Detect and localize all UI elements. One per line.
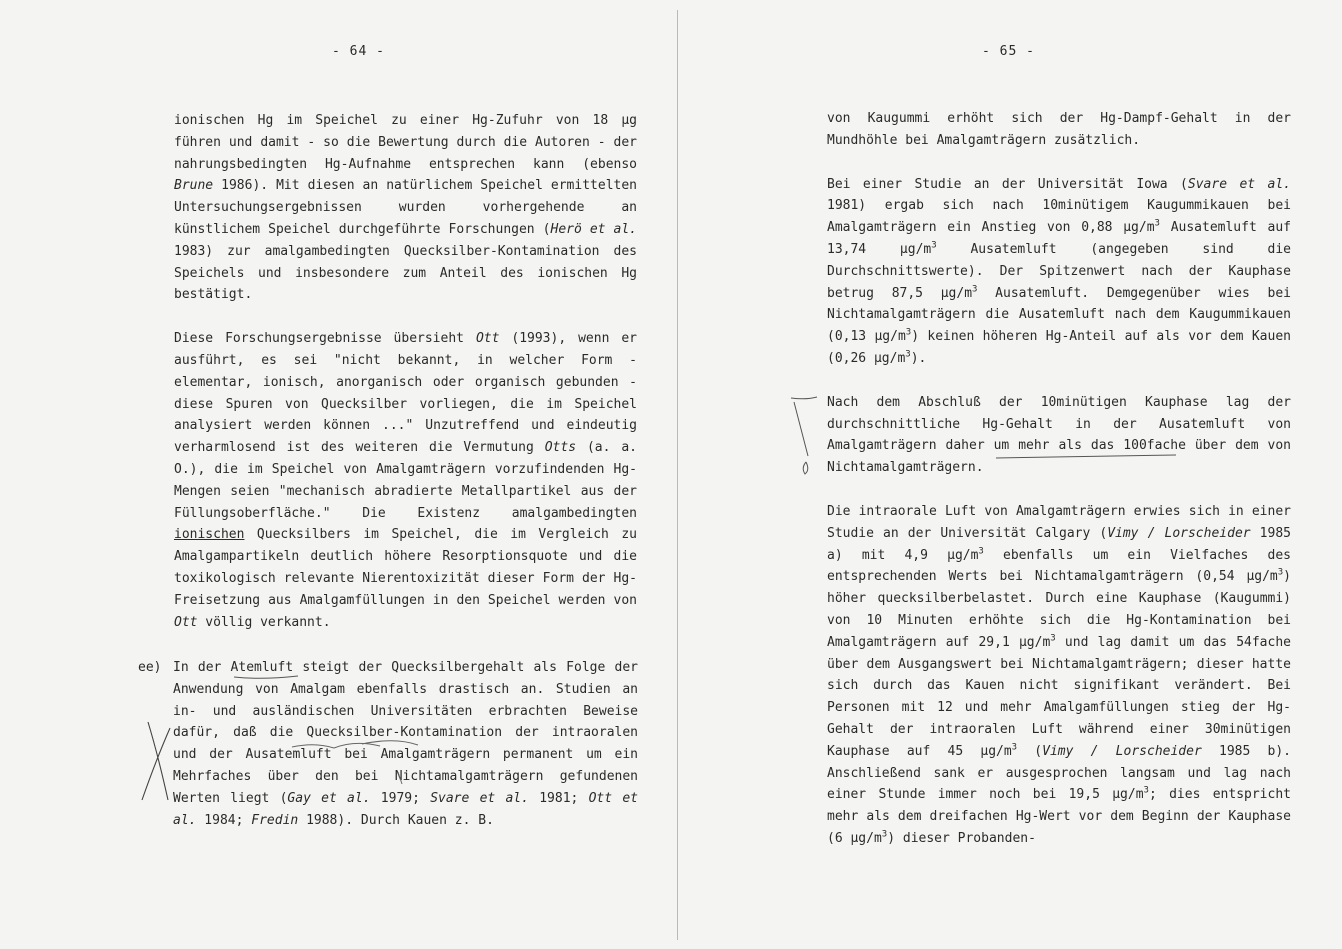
text-run: ( bbox=[1017, 743, 1043, 759]
text-run: Die intraorale Luft von Amalgamträgern erwies sich in einer Studie an der Universität Calgary ( bbox=[827, 503, 1291, 541]
text-run: 1988). Durch Kauen z. B. bbox=[298, 812, 494, 828]
superscript: 3 bbox=[1277, 568, 1284, 579]
superscript: 3 bbox=[905, 349, 911, 360]
superscript: 3 bbox=[931, 240, 937, 251]
superscript: 3 bbox=[881, 829, 888, 840]
superscript: 3 bbox=[1011, 742, 1018, 753]
citation-author: Herö et al. bbox=[550, 221, 637, 237]
text-run: Quecksilbers im Speichel, die im Vergleich zu Amalgampartikeln deutlich höhere Resorptionsquote und die toxikologisch relevante Nierentoxizität dieser Form der Hg-Freisetzung aus Amalgamfüllungen in den Speichel werden von bbox=[174, 527, 637, 608]
citation-author: Gay et al. bbox=[287, 790, 371, 806]
text-run: ) dieser Probanden- bbox=[887, 830, 1036, 846]
text-run: Bei einer Studie an der Universität Iowa ( bbox=[827, 176, 1188, 192]
paragraph bbox=[173, 657, 638, 831]
text-run: 1983) zur amalgambedingten Quecksilber-Kontamination des Speichels und insbesondere zum Anteil des ionischen Hg bestätigt. bbox=[174, 243, 637, 303]
text-run: (a. a. O.), die im Speichel von Amalgamträgern vorzufindenden Hg-Mengen seien "mechanisch abradierte Metallpartikel aus der Füllungsoberfläche." Die Existenz amalgambedingten bbox=[174, 440, 637, 521]
text-run: 1981) ergab sich nach 10minütigem Kaugummikauen bei Amalgamträgern ein Anstieg von 0,88 µg/m bbox=[827, 198, 1291, 236]
text-run: und lag damit um das 54fache über dem Ausgangswert bei Nichtamalgamträgern; dieser hatte sich durch das Kauen nicht signifikant verändert. Bei Personen mit 12 und mehr Amalgamfüllungen stieg der Hg-Gehalt der intraoralen Luft während einer 30minütigen Kauphase auf 45 µg/m bbox=[827, 634, 1291, 759]
paragraph bbox=[174, 110, 637, 306]
text-run: 1985 b). Anschließend sank er ausgesprochen langsam und lag nach einer Stunde immer noch bei 19,5 µg/m bbox=[827, 743, 1291, 803]
citation-author: Vimy / Lorscheider bbox=[1107, 525, 1251, 541]
superscript: 3 bbox=[1143, 785, 1149, 796]
text-run: ). bbox=[910, 350, 927, 366]
citation-author: Ott bbox=[475, 331, 500, 347]
citation-author: Ott bbox=[174, 614, 198, 630]
text-run: völlig verkannt. bbox=[197, 614, 331, 630]
superscript: 3 bbox=[1050, 633, 1056, 644]
text-run: ebenfalls um ein Vielfaches des entsprechenden Werts bei Nichtamalgamträgern (0,54 µg/m bbox=[827, 547, 1291, 585]
text-run: Ausatemluft. Demgegenüber wies bei Nichtamalgamträgern die Ausatemluft nach dem Kaugummikauen (0,13 µg/m bbox=[827, 285, 1291, 345]
left-page-body bbox=[174, 110, 637, 633]
paragraph bbox=[827, 501, 1291, 850]
text-run: Nach dem Abschluß der 10minütigen Kauphase lag der durchschnittliche Hg-Gehalt in der Ausatemluft von Amalgamträgern daher um mehr als das 100fache über dem von Nichtamalgamträgern. bbox=[827, 394, 1291, 476]
page-number: - 65 - bbox=[982, 44, 1035, 59]
superscript: 3 bbox=[978, 546, 984, 557]
citation-author: Svare et al. bbox=[430, 790, 529, 806]
right-page bbox=[680, 0, 1342, 949]
paragraph bbox=[827, 392, 1291, 479]
text-run: 1986). Mit diesen an natürlichem Speichel ermittelten Untersuchungsergebnissen wurden vorhergehende an künstlichem Speichel durchgeführte Forschungen ( bbox=[174, 178, 637, 237]
paragraph bbox=[827, 108, 1291, 152]
list-marker: ee) bbox=[138, 660, 162, 675]
book-gutter bbox=[677, 10, 678, 940]
superscript: 3 bbox=[972, 284, 978, 295]
text-run: 1979; bbox=[370, 790, 431, 806]
text-run: ; dies entspricht mehr als dem dreifachen Hg-Wert vor dem Beginn der Kauphase (6 µg/m bbox=[827, 787, 1291, 846]
superscript: 3 bbox=[905, 327, 912, 338]
text-run: Ausatemluft auf 13,74 µg/m bbox=[827, 220, 1291, 257]
underlined-word: ionischen bbox=[174, 527, 245, 543]
text-run: ) höher quecksilberbelastet. Durch eine Kauphase (Kaugummi) von 10 Minuten erhöhte sich die Hg-Kontamination bei Amalgamträgern auf 29,1 µg/m bbox=[827, 569, 1291, 650]
citation-author: Vimy / Lorscheider bbox=[1042, 743, 1202, 759]
text-run: Ausatemluft (angegeben sind die Durchschnittswerte). Der Spitzenwert nach der Kauphase betrug 87,5 µg/m bbox=[827, 241, 1291, 301]
paragraph bbox=[827, 174, 1291, 370]
text-run: (1993), wenn er ausführt, es sei "nicht bekannt, in welcher Form - elementar, ionisch, anorganisch oder organisch gebunden - diese Spuren von Quecksilber vorliegen, die im Speichel analysiert werden können ..." Unzutreffend und eindeutig verharmlosend ist des weiteren die Vermutung bbox=[174, 331, 637, 456]
citation-author: Fredin bbox=[251, 812, 299, 828]
superscript: 3 bbox=[1154, 218, 1160, 229]
text-run: 1985 a) mit 4,9 µg/m bbox=[827, 525, 1291, 563]
citation-author: Otts bbox=[544, 440, 577, 456]
paragraph bbox=[174, 328, 637, 633]
text-run: ) keinen höheren Hg-Anteil auf als vor dem Kauen (0,26 µg/m bbox=[827, 329, 1291, 366]
citation-author: Ott et al. bbox=[173, 790, 638, 828]
text-run: ionischen Hg im Speichel zu einer Hg-Zufuhr von 18 µg führen und damit - so die Bewertung durch die Autoren - der nahrungsbedingten Hg-Aufnahme entsprechen kann (ebenso bbox=[174, 113, 637, 172]
text-run: Diese Forschungsergebnisse übersieht bbox=[174, 331, 476, 347]
right-page-body bbox=[827, 108, 1291, 850]
text-run: In der Atemluft steigt der Quecksilbergehalt als Folge der Anwendung von Amalgam ebenfalls drastisch an. Studien an in- und ausländischen Universitäten erbrachten Beweise dafür, daß die Quecksilber-Kontamination der intraoralen und der Ausatemluft bei Amalgamträgern permanent um ein Mehrfaches über den bei Nichtamalgamträgern gefundenen Werten liegt ( bbox=[173, 660, 638, 806]
citation-author: Brune bbox=[174, 178, 214, 194]
citation-author: Svare et al. bbox=[1187, 176, 1291, 192]
page-number: - 64 - bbox=[332, 44, 385, 59]
text-run: 1981; bbox=[528, 790, 589, 806]
text-run: von Kaugummi erhöht sich der Hg-Dampf-Gehalt in der Mundhöhle bei Amalgamträgern zusätzlich. bbox=[827, 111, 1291, 148]
text-run: 1984; bbox=[196, 812, 252, 828]
